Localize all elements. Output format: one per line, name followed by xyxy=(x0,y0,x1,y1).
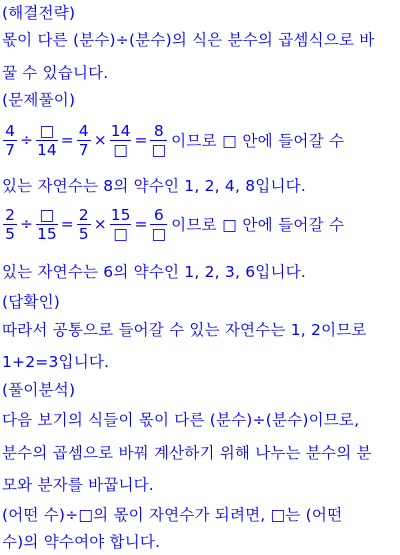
analysis-text-line-5: 수)의 약수여야 합니다. xyxy=(2,533,161,551)
fraction-numerator: 15 xyxy=(110,205,131,224)
solution-text-line-2: 있는 자연수는 6의 약수인 1, 2, 3, 6입니다. xyxy=(2,263,306,281)
fraction xyxy=(36,122,58,159)
fraction-numerator: □ xyxy=(39,205,55,224)
fraction xyxy=(110,122,132,159)
fraction-numerator: 4 xyxy=(78,121,89,140)
equals-operator: = xyxy=(60,131,74,149)
fraction-denominator: □ xyxy=(113,224,128,243)
analysis-text-line-2: 분수의 곱셈으로 바꿔 계산하기 위해 나누는 분수의 분 xyxy=(2,444,372,462)
section-heading-analysis: (풀이분석) xyxy=(2,381,76,399)
analysis-text-line-4: (어떤 수)÷□의 몫이 자연수가 되려면, □는 (어떤 xyxy=(2,506,343,524)
check-text-line-2: 1+2=3입니다. xyxy=(2,353,110,371)
fraction-denominator: 7 xyxy=(78,140,89,159)
check-text-line-1: 따라서 공통으로 들어갈 수 있는 자연수는 1, 2이므로 xyxy=(2,321,367,339)
equation-1-tail-text: 이므로 □ 안에 들어갈 수 xyxy=(171,132,345,150)
multiply-operator: × xyxy=(93,215,107,233)
fraction-numerator: □ xyxy=(39,121,55,140)
multiply-operator: × xyxy=(93,131,107,149)
fraction-numerator: 14 xyxy=(110,121,131,140)
fraction xyxy=(36,206,58,243)
fraction-numerator: 2 xyxy=(78,205,89,224)
fraction xyxy=(3,206,17,243)
fraction-denominator: 14 xyxy=(37,140,57,159)
fraction-denominator: 5 xyxy=(5,224,15,243)
divide-operator: ÷ xyxy=(20,131,33,149)
fraction xyxy=(150,206,167,243)
fraction xyxy=(150,122,167,159)
section-heading-check: (답확인) xyxy=(2,293,61,311)
fraction-numerator: 8 xyxy=(153,121,164,140)
fraction xyxy=(110,206,132,243)
fraction-denominator: □ xyxy=(151,140,167,159)
fraction-numerator: 2 xyxy=(5,205,15,224)
fraction-denominator: □ xyxy=(151,224,167,243)
solution-text-line-1: 있는 자연수는 8의 약수인 1, 2, 4, 8입니다. xyxy=(2,177,306,195)
equation-2-tail-text: 이므로 □ 안에 들어갈 수 xyxy=(171,216,345,234)
strategy-text-line-1: 몫이 다른 (분수)÷(분수)의 식은 분수의 곱셈식으로 바 xyxy=(2,31,375,49)
fraction-denominator: □ xyxy=(113,140,128,159)
equals-operator: = xyxy=(134,131,148,149)
fraction-numerator: 4 xyxy=(5,121,15,140)
fraction-denominator: 5 xyxy=(78,224,89,243)
fraction xyxy=(77,206,91,243)
fraction xyxy=(77,122,91,159)
fraction xyxy=(3,122,17,159)
fraction-denominator: 7 xyxy=(5,140,15,159)
divide-operator: ÷ xyxy=(20,215,33,233)
section-heading-solution: (문제풀이) xyxy=(2,91,76,109)
section-heading-strategy: (해결전략) xyxy=(2,4,76,22)
equals-operator: = xyxy=(60,215,74,233)
fraction-denominator: 15 xyxy=(37,224,57,243)
fraction-numerator: 6 xyxy=(153,205,164,224)
analysis-text-line-1: 다음 보기의 식들이 몫이 다른 (분수)÷(분수)이므로, xyxy=(2,411,360,429)
equals-operator: = xyxy=(134,215,148,233)
equation-1 xyxy=(2,119,344,161)
strategy-text-line-2: 꿀 수 있습니다. xyxy=(2,64,109,82)
equation-2 xyxy=(2,203,344,245)
analysis-text-line-3: 모와 분자를 바꿉니다. xyxy=(2,476,154,494)
